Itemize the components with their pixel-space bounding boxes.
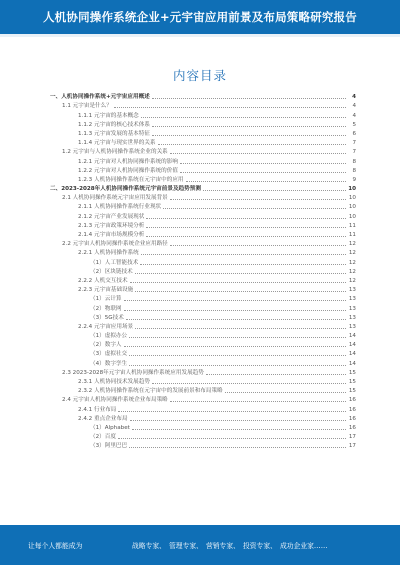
table-of-contents	[50, 92, 356, 450]
toc-entry-label: 2.3.2 人机协同操作系统在元宇宙中的发展前景和布局策略	[78, 388, 223, 395]
toc-entry[interactable]	[50, 386, 356, 395]
toc-leader-dots	[130, 282, 346, 283]
toc-entry-label: 2.4 元宇宙人机协同操作系统企业布局策略	[62, 397, 168, 404]
toc-leader-dots	[129, 365, 346, 366]
toc-entry[interactable]	[50, 92, 356, 101]
toc-entry[interactable]	[50, 101, 356, 110]
footer-slogan: 让每个人都能成为	[28, 542, 83, 550]
toc-entry[interactable]	[50, 147, 356, 156]
toc-leader-dots	[118, 438, 346, 439]
toc-leader-dots	[163, 208, 346, 209]
toc-entry-label: （2）数字人	[90, 342, 122, 349]
toc-entry-label: （3）阿里巴巴	[90, 443, 128, 450]
toc-entry[interactable]	[50, 404, 356, 413]
toc-entry-label: 2.3 2023-2028年元宇宙人机协同操作系统应用发展趋势	[62, 369, 204, 376]
toc-entry-page: 12	[348, 241, 356, 248]
toc-entry[interactable]	[50, 156, 356, 165]
toc-entry[interactable]	[50, 129, 356, 138]
toc-entry[interactable]	[50, 230, 356, 239]
toc-entry-page: 14	[348, 360, 356, 367]
toc-entry-label: 1.1.4 元宇宙与现实世界的关系	[78, 140, 156, 147]
toc-entry[interactable]	[50, 211, 356, 220]
toc-entry-page: 7	[352, 149, 356, 156]
toc-entry[interactable]	[50, 303, 356, 312]
toc-title: 内容目录	[172, 68, 227, 83]
toc-entry-label: 2.1.3 元宇宙政策环境分析	[78, 222, 145, 229]
toc-entry[interactable]	[50, 358, 356, 367]
toc-leader-dots	[132, 429, 346, 430]
toc-entry[interactable]	[50, 322, 356, 331]
toc-leader-dots	[141, 254, 346, 255]
toc-entry-page: 11	[348, 232, 356, 238]
toc-leader-dots	[135, 328, 346, 329]
toc-entry-page: 7	[352, 140, 356, 147]
toc-entry-page: 4	[352, 103, 356, 110]
toc-entry-label: 2.1.2 元宇宙产业发展现状	[78, 213, 145, 220]
toc-leader-dots	[124, 346, 346, 347]
toc-entry[interactable]	[50, 423, 356, 432]
toc-leader-dots	[129, 355, 346, 356]
toc-entry-page: 15	[348, 379, 356, 385]
toc-entry-page: 10	[348, 213, 356, 220]
toc-entry-page: 5	[352, 121, 356, 128]
toc-entry[interactable]	[50, 331, 356, 340]
toc-entry-page: 4	[352, 94, 356, 101]
toc-leader-dots	[152, 383, 346, 384]
toc-entry[interactable]	[50, 414, 356, 423]
toc-entry-page: 14	[348, 333, 356, 340]
toc-entry-page: 15	[348, 388, 356, 395]
toc-leader-dots	[141, 117, 346, 118]
footer-roles	[132, 540, 328, 550]
toc-entry-label: 一、人机协同操作系统+元宇宙应用概述	[50, 94, 150, 101]
toc-leader-dots	[124, 310, 346, 311]
toc-entry-page: 10	[348, 186, 356, 193]
toc-entry-label: 1.2.3 人机协同操作系统在元宇宙中的应用	[78, 176, 184, 183]
toc-entry[interactable]	[50, 432, 356, 441]
footer-role: 营销专家、	[205, 542, 240, 550]
toc-entry-label: 2.2.4 元宇宙应用场景	[78, 323, 134, 330]
toc-entry-label: 2.4.2 重点企业布局	[78, 415, 128, 422]
toc-entry-page: 14	[348, 351, 356, 358]
toc-leader-dots	[180, 172, 346, 173]
toc-entry-label: 2.1.4 元宇宙市场规模分析	[78, 232, 145, 238]
header-stripe	[0, 34, 400, 37]
toc-leader-dots	[158, 144, 346, 145]
toc-entry-page: 13	[348, 314, 356, 321]
toc-entry-page: 13	[348, 296, 356, 303]
toc-entry-label: （3）5G技术	[90, 314, 124, 321]
toc-entry-page: 12	[348, 277, 356, 284]
toc-leader-dots	[186, 181, 346, 182]
toc-entry-page: 12	[348, 268, 356, 275]
toc-entry-page: 11	[348, 222, 356, 229]
toc-entry-page: 16	[348, 406, 356, 413]
toc-entry-page: 13	[348, 305, 356, 312]
toc-leader-dots	[152, 135, 346, 136]
toc-entry-page: 16	[348, 397, 356, 404]
toc-entry-label: （1）Alphabet	[90, 424, 130, 431]
toc-leader-dots	[146, 236, 346, 237]
toc-entry-label: 2.2.3 元宇宙基础设施	[78, 287, 134, 294]
footer-role: 成功企业家……	[279, 542, 328, 550]
toc-entry-page: 16	[348, 424, 356, 431]
toc-entry-label: 2.4.1 行业布局	[78, 406, 117, 413]
toc-leader-dots	[114, 107, 346, 108]
toc-entry-label: （1）人工智能技术	[90, 259, 139, 266]
toc-entry[interactable]	[50, 267, 356, 276]
toc-entry[interactable]	[50, 285, 356, 294]
footer-role: 投资专家、	[242, 542, 277, 550]
toc-entry[interactable]	[50, 377, 356, 386]
toc-entry-page: 17	[348, 443, 356, 450]
toc-entry-page: 12	[348, 259, 356, 266]
toc-leader-dots	[118, 411, 346, 412]
toc-entry-label: 2.2.1 人机协同操作系统	[78, 250, 139, 257]
toc-entry-label: （2）区块链技术	[90, 268, 133, 275]
toc-entry[interactable]	[50, 120, 356, 129]
toc-entry[interactable]	[50, 248, 356, 257]
toc-entry-label: （1）云计算	[90, 296, 122, 303]
toc-leader-dots	[146, 218, 346, 219]
toc-entry-page: 13	[348, 287, 356, 294]
toc-entry[interactable]	[50, 239, 356, 248]
toc-leader-dots	[129, 447, 346, 448]
toc-leader-dots	[124, 300, 346, 301]
toc-leader-dots	[170, 153, 346, 154]
toc-entry-page: 8	[352, 158, 356, 165]
toc-entry[interactable]	[50, 276, 356, 285]
toc-leader-dots	[170, 199, 346, 200]
toc-entry-page: 15	[348, 369, 356, 376]
toc-entry-page: 9	[352, 176, 356, 183]
toc-leader-dots	[170, 245, 346, 246]
toc-entry-label: 2.3.1 人机协同技术发展趋势	[78, 379, 150, 385]
toc-entry-label: （2）物联网	[90, 305, 122, 312]
toc-entry-label: （1）虚拟办公	[90, 333, 128, 340]
toc-entry-page: 14	[348, 342, 356, 349]
toc-leader-dots	[146, 227, 346, 228]
toc-entry-label: 1.1.3 元宇宙发展的基本特征	[78, 130, 150, 137]
toc-leader-dots	[130, 420, 346, 421]
toc-entry-label: （3）虚拟社交	[90, 351, 128, 358]
toc-entry-label: 1.1.2 元宇宙的核心技术体系	[78, 121, 150, 128]
report-header	[0, 0, 400, 34]
toc-leader-dots	[170, 401, 346, 402]
toc-entry-page: 10	[348, 195, 356, 202]
toc-entry[interactable]	[50, 193, 356, 202]
toc-entry[interactable]	[50, 368, 356, 377]
footer-banner	[0, 525, 400, 565]
toc-entry-label: 1.1.1 元宇宙的基本概念	[78, 112, 139, 119]
toc-leader-dots	[180, 163, 346, 164]
footer-role: 管理专家、	[168, 542, 203, 550]
toc-leader-dots	[135, 273, 346, 274]
toc-entry-label: 1.2 元宇宙与人机协同操作系统企业的关系	[62, 149, 168, 156]
toc-entry[interactable]	[50, 313, 356, 322]
toc-entry-label: 2.1 人机协同操作系统元宇宙应用发展背景	[62, 195, 168, 202]
toc-entry-page: 12	[348, 250, 356, 257]
toc-entry[interactable]	[50, 166, 356, 175]
toc-leader-dots	[206, 374, 346, 375]
toc-entry-page: 4	[352, 112, 356, 119]
toc-entry-page: 16	[348, 415, 356, 422]
toc-entry[interactable]	[50, 221, 356, 230]
toc-entry-label: 1.2.2 元宇宙对人机协同操作系统的价值	[78, 167, 178, 174]
toc-entry-label: 1.1 元宇宙是什么？	[62, 103, 112, 110]
toc-entry-label: 2.2.2 人机交互技术	[78, 277, 128, 284]
toc-entry[interactable]	[50, 294, 356, 303]
toc-entry-label: 二、2023-2028年人机协同操作系统元宇宙前景及趋势预测	[50, 186, 201, 193]
toc-entry[interactable]	[50, 349, 356, 358]
toc-entry-label: 2.1.1 人机协同操作系统行业现状	[78, 204, 162, 211]
toc-entry[interactable]	[50, 257, 356, 266]
toc-entry[interactable]	[50, 441, 356, 450]
toc-entry[interactable]	[50, 110, 356, 119]
footer-role: 战略专家、	[132, 542, 166, 550]
toc-entry[interactable]	[50, 340, 356, 349]
toc-entry[interactable]	[50, 395, 356, 404]
toc-entry[interactable]	[50, 184, 356, 193]
toc-leader-dots	[129, 337, 346, 338]
toc-entry-label: （2）百度	[90, 434, 116, 441]
toc-entry-label: 1.2.1 元宇宙对人机协同操作系统的影响	[78, 158, 178, 165]
toc-leader-dots	[203, 190, 346, 191]
toc-leader-dots	[152, 98, 346, 99]
toc-leader-dots	[225, 392, 346, 393]
toc-leader-dots	[135, 291, 346, 292]
toc-entry[interactable]	[50, 202, 356, 211]
report-title: 人机协同操作系统企业+元宇宙应用前景及布局策略研究报告	[42, 10, 358, 24]
toc-entry-page: 13	[348, 323, 356, 330]
toc-entry[interactable]	[50, 175, 356, 184]
toc-entry-page: 6	[352, 130, 356, 137]
toc-entry-page: 17	[348, 434, 356, 441]
toc-leader-dots	[140, 264, 346, 265]
toc-leader-dots	[152, 126, 346, 127]
toc-leader-dots	[126, 319, 346, 320]
toc-entry-label: 2.2 元宇宙人机协同操作系统企业应用路径	[62, 241, 168, 248]
toc-entry[interactable]	[50, 138, 356, 147]
toc-entry-page: 8	[352, 167, 356, 174]
toc-entry-label: （4）数字孪生	[90, 360, 128, 367]
toc-entry-page: 10	[348, 204, 356, 211]
